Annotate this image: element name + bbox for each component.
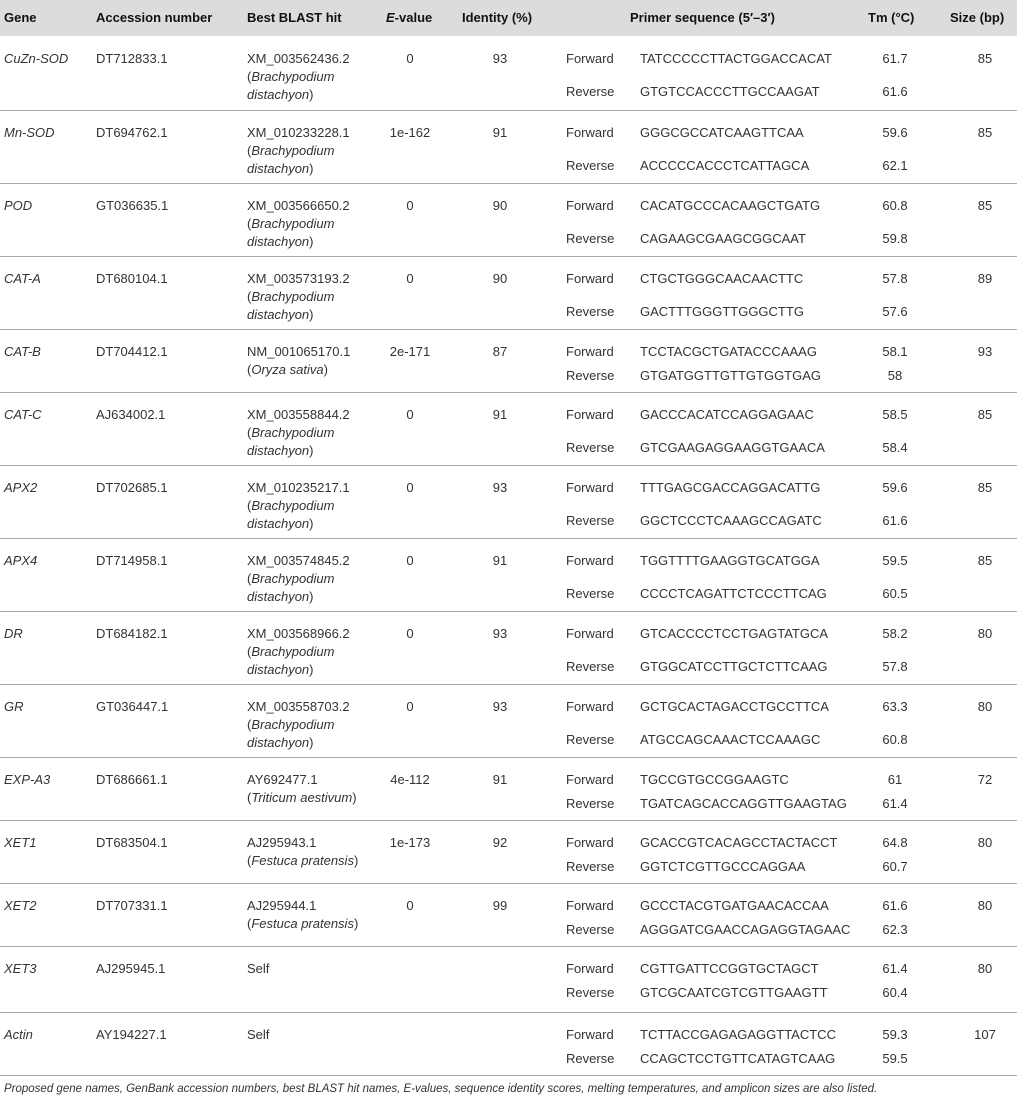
best-hit-species-cont: distachyon: [247, 662, 310, 677]
reverse-tm: 61.6: [882, 513, 908, 528]
reverse-label: Reverse: [566, 231, 615, 246]
amplicon-size: 85: [977, 51, 993, 66]
table-row: [0, 256, 1017, 330]
header-gene: Gene: [4, 10, 37, 25]
best-blast-hit: [247, 270, 350, 324]
amplicon-size: 89: [977, 271, 993, 286]
reverse-sequence: CCAGCTCCTGTTCATAGTCAAG: [640, 1051, 836, 1066]
best-hit-id: XM_003558844.2: [247, 407, 350, 422]
reverse-label: Reverse: [566, 158, 615, 173]
amplicon-size: 80: [977, 898, 993, 913]
reverse-tm: 60.8: [882, 732, 908, 747]
evalue: 0: [406, 699, 414, 714]
hit-open: (: [247, 69, 252, 84]
evalue: 0: [406, 898, 414, 913]
amplicon-size: 85: [977, 407, 993, 422]
header-size: Size (bp): [950, 10, 1005, 25]
identity: 90: [492, 198, 508, 213]
table-row: [0, 611, 1017, 685]
best-blast-hit: [247, 698, 350, 752]
forward-label: Forward: [566, 271, 614, 286]
reverse-tm: 61.6: [882, 84, 908, 99]
best-hit-species-cont: distachyon: [247, 589, 310, 604]
reverse-tm: 62.1: [882, 158, 908, 173]
best-blast-hit: [247, 1026, 269, 1044]
best-hit-species: Triticum aestivum: [251, 790, 353, 805]
gene-name: XET1: [4, 835, 37, 850]
accession-number: DT714958.1: [96, 553, 168, 568]
evalue: 1e-173: [389, 835, 431, 850]
hit-close: ): [309, 735, 314, 750]
best-hit-id: AY692477.1: [247, 772, 318, 787]
forward-sequence: TGCCGTGCCGGAAGTC: [640, 772, 789, 787]
hit-close: ): [309, 307, 314, 322]
gene-name: EXP-A3: [4, 772, 51, 787]
best-hit-id: XM_003566650.2: [247, 198, 350, 213]
forward-tm: 61.6: [882, 898, 908, 913]
forward-label: Forward: [566, 51, 614, 66]
table-header: [0, 0, 1017, 36]
reverse-label: Reverse: [566, 985, 615, 1000]
forward-sequence: TGGTTTTGAAGGTGCATGGA: [640, 553, 820, 568]
identity: 91: [492, 407, 508, 422]
amplicon-size: 80: [977, 835, 993, 850]
best-hit-species: Brachypodium: [251, 216, 335, 231]
reverse-tm: 60.7: [882, 859, 908, 874]
reverse-sequence: GACTTTGGGTTGGGCTTG: [640, 304, 804, 319]
reverse-label: Reverse: [566, 732, 615, 747]
forward-tm: 58.5: [882, 407, 908, 422]
best-blast-hit: [247, 406, 350, 460]
reverse-label: Reverse: [566, 440, 615, 455]
forward-tm: 59.6: [882, 125, 908, 140]
reverse-label: Reverse: [566, 1051, 615, 1066]
identity: 90: [492, 271, 508, 286]
gene-name: CuZn-SOD: [4, 51, 69, 66]
best-hit-species: Brachypodium: [251, 289, 335, 304]
reverse-tm: 60.4: [882, 985, 908, 1000]
reverse-label: Reverse: [566, 796, 615, 811]
hit-open: (: [247, 916, 252, 931]
hit-open: (: [247, 790, 252, 805]
reverse-label: Reverse: [566, 586, 615, 601]
best-hit-id: XM_003573193.2: [247, 271, 350, 286]
table-row: [0, 883, 1017, 947]
table-row: [0, 1012, 1017, 1076]
reverse-tm: 58: [887, 368, 903, 383]
hit-close: ): [309, 516, 314, 531]
reverse-tm: 57.6: [882, 304, 908, 319]
forward-label: Forward: [566, 125, 614, 140]
forward-sequence: GCACCGTCACAGCCTACTACCT: [640, 835, 838, 850]
evalue: 4e-112: [390, 772, 430, 787]
gene-name: CAT-C: [4, 407, 42, 422]
forward-sequence: CTGCTGGGCAACAACTTC: [640, 271, 804, 286]
forward-tm: 64.8: [882, 835, 908, 850]
amplicon-size: 80: [977, 699, 993, 714]
reverse-sequence: GTCGAAGAGGAAGGTGAACA: [640, 440, 825, 455]
gene-name: APX4: [4, 553, 38, 568]
best-hit-species: Brachypodium: [251, 425, 335, 440]
header-evalue-rest: -value: [394, 10, 433, 25]
best-hit-id: NM_001065170.1: [247, 344, 351, 359]
table-row: [0, 329, 1017, 393]
header-best-hit: Best BLAST hit: [247, 10, 342, 25]
gene-name: GR: [4, 699, 24, 714]
gene-name: APX2: [4, 480, 38, 495]
forward-tm: 58.1: [882, 344, 908, 359]
header-accession: Accession number: [96, 10, 213, 25]
best-blast-hit: [247, 552, 350, 606]
reverse-label: Reverse: [566, 84, 615, 99]
evalue: 0: [406, 553, 414, 568]
best-blast-hit: [247, 625, 350, 679]
reverse-label: Reverse: [566, 659, 615, 674]
best-hit-species: Festuca pratensis: [251, 853, 354, 868]
forward-label: Forward: [566, 480, 614, 495]
accession-number: AY194227.1: [96, 1027, 167, 1042]
reverse-tm: 58.4: [882, 440, 908, 455]
best-hit-species-cont: distachyon: [247, 443, 310, 458]
hit-close: ): [352, 790, 357, 805]
forward-label: Forward: [566, 344, 614, 359]
reverse-label: Reverse: [566, 513, 615, 528]
reverse-tm: 59.8: [882, 231, 908, 246]
forward-tm: 59.6: [882, 480, 908, 495]
forward-sequence: TATCCCCCTTACTGGACCACAT: [640, 51, 832, 66]
table-row: [0, 946, 1017, 1013]
table-row: [0, 820, 1017, 884]
identity: 91: [492, 125, 508, 140]
table-row: [0, 684, 1017, 758]
best-hit-id: XM_003574845.2: [247, 553, 350, 568]
forward-sequence: GGGCGCCATCAAGTTCAA: [640, 125, 804, 140]
header-tm: Tm (°C): [868, 10, 915, 25]
accession-number: DT702685.1: [96, 480, 168, 495]
evalue: 0: [406, 51, 414, 66]
table-row: [0, 392, 1017, 466]
amplicon-size: 72: [977, 772, 993, 787]
reverse-sequence: GTCGCAATCGTCGTTGAAGTT: [640, 985, 828, 1000]
gene-name: Actin: [4, 1027, 33, 1042]
hit-close: ): [353, 916, 359, 931]
accession-number: DT704412.1: [96, 344, 168, 359]
header-evalue: [386, 10, 432, 25]
gene-name: POD: [4, 198, 33, 213]
hit-close: ): [309, 234, 314, 249]
best-hit-species: Festuca pratensis: [251, 916, 354, 931]
best-hit-species: Brachypodium: [251, 498, 335, 513]
table-row: [0, 538, 1017, 612]
evalue: 0: [406, 271, 414, 286]
evalue: 0: [406, 198, 414, 213]
best-blast-hit: [247, 771, 357, 807]
reverse-sequence: ATGCCAGCAAACTCCAAAGC: [640, 732, 821, 747]
hit-close: ): [309, 161, 314, 176]
accession-number: DT707331.1: [96, 898, 168, 913]
best-hit-species-cont: distachyon: [247, 516, 310, 531]
amplicon-size: 85: [977, 125, 993, 140]
table-row: [0, 757, 1017, 821]
best-hit-id: XM_003568966.2: [247, 626, 350, 641]
table-footnote: Proposed gene names, GenBank accession numbers, best BLAST hit names, E-values, sequence identity scores, melting temperatures, and amplicon sizes are also listed.: [4, 1083, 878, 1095]
accession-number: GT036635.1: [96, 198, 169, 213]
reverse-label: Reverse: [566, 922, 615, 937]
reverse-sequence: CAGAAGCGAAGCGGCAAT: [640, 231, 806, 246]
best-hit-species-cont: distachyon: [247, 307, 310, 322]
reverse-tm: 61.4: [882, 796, 908, 811]
best-hit-species: Brachypodium: [251, 571, 335, 586]
forward-sequence: GACCCACATCCAGGAGAAC: [640, 407, 814, 422]
hit-open: (: [247, 853, 252, 868]
reverse-sequence: GTGATGGTTGTTGTGGTGAG: [640, 368, 822, 383]
gene-name: XET2: [4, 898, 37, 913]
forward-tm: 60.8: [882, 198, 908, 213]
best-hit-id: XM_003558703.2: [247, 699, 350, 714]
accession-number: DT712833.1: [96, 51, 168, 66]
accession-number: AJ634002.1: [96, 407, 166, 422]
identity: 93: [492, 480, 508, 495]
forward-sequence: GCCCTACGTGATGAACACCAA: [640, 898, 829, 913]
evalue: 0: [406, 480, 414, 495]
hit-open: (: [247, 143, 252, 158]
best-hit-species-cont: distachyon: [247, 161, 310, 176]
identity: 93: [492, 699, 508, 714]
best-hit-id: XM_010233228.1: [247, 125, 350, 140]
reverse-sequence: GGTCTCGTTGCCCAGGAA: [640, 859, 806, 874]
forward-label: Forward: [566, 198, 614, 213]
identity: 91: [492, 772, 508, 787]
reverse-label: Reverse: [566, 304, 615, 319]
amplicon-size: 80: [977, 626, 993, 641]
reverse-tm: 62.3: [882, 922, 908, 937]
header-primer: Primer sequence (5′–3′): [630, 10, 775, 25]
accession-number: DT683504.1: [96, 835, 168, 850]
amplicon-size: 107: [974, 1027, 996, 1042]
reverse-sequence: GGCTCCCTCAAAGCCAGATC: [640, 513, 822, 528]
best-hit-id: XM_010235217.1: [247, 480, 350, 495]
forward-label: Forward: [566, 1027, 614, 1042]
reverse-sequence: GTGTCCACCCTTGCCAAGAT: [640, 84, 820, 99]
forward-sequence: GCTGCACTAGACCTGCCTTCA: [640, 699, 829, 714]
best-hit-id: Self: [247, 961, 270, 976]
hit-close: ): [309, 662, 314, 677]
hit-close: ): [353, 853, 359, 868]
accession-number: DT680104.1: [96, 271, 168, 286]
identity: 92: [492, 835, 508, 850]
forward-sequence: TCCTACGCTGATACCCAAAG: [640, 344, 817, 359]
forward-label: Forward: [566, 898, 614, 913]
reverse-tm: 60.5: [882, 586, 908, 601]
gene-name: CAT-A: [4, 271, 41, 286]
forward-label: Forward: [566, 626, 614, 641]
accession-number: GT036447.1: [96, 699, 169, 714]
reverse-label: Reverse: [566, 859, 615, 874]
best-blast-hit: [247, 897, 358, 933]
best-hit-id: AJ295944.1: [247, 898, 317, 913]
forward-label: Forward: [566, 699, 614, 714]
best-hit-species: Brachypodium: [251, 644, 335, 659]
forward-label: Forward: [566, 407, 614, 422]
hit-open: (: [247, 498, 252, 513]
forward-tm: 59.3: [882, 1027, 908, 1042]
hit-open: (: [247, 362, 252, 377]
hit-close: ): [309, 87, 314, 102]
accession-number: AJ295945.1: [96, 961, 166, 976]
evalue: 2e-171: [389, 344, 431, 359]
best-blast-hit: [247, 124, 350, 178]
best-hit-species-cont: distachyon: [247, 234, 310, 249]
identity: 87: [492, 344, 508, 359]
hit-open: (: [247, 425, 252, 440]
best-hit-id: Self: [247, 1027, 270, 1042]
best-hit-species: Brachypodium: [251, 717, 335, 732]
forward-tm: 63.3: [882, 699, 908, 714]
identity: 99: [492, 898, 508, 913]
hit-close: ): [323, 362, 328, 377]
best-blast-hit: [247, 960, 269, 978]
forward-sequence: GTCACCCCTCCTGAGTATGCA: [640, 626, 829, 641]
table-row: [0, 465, 1017, 539]
gene-name: XET3: [4, 961, 37, 976]
forward-tm: 61.4: [882, 961, 908, 976]
forward-label: Forward: [566, 835, 614, 850]
reverse-tm: 59.5: [882, 1051, 908, 1066]
best-blast-hit: [247, 479, 350, 533]
reverse-tm: 57.8: [882, 659, 908, 674]
identity: 93: [492, 51, 508, 66]
header-evalue-e: E: [386, 10, 395, 25]
forward-tm: 58.2: [882, 626, 908, 641]
accession-number: DT694762.1: [96, 125, 168, 140]
amplicon-size: 93: [977, 344, 993, 359]
best-hit-species: Oryza sativa: [251, 362, 324, 377]
evalue: 0: [406, 407, 414, 422]
best-hit-id: XM_003562436.2: [247, 51, 350, 66]
forward-sequence: TCTTACCGAGAGAGGTTACTCC: [640, 1027, 836, 1042]
best-hit-species-cont: distachyon: [247, 87, 310, 102]
amplicon-size: 85: [977, 553, 993, 568]
hit-open: (: [247, 717, 252, 732]
forward-tm: 57.8: [882, 271, 908, 286]
forward-tm: 61: [887, 772, 903, 787]
reverse-sequence: CCCCTCAGATTCTCCCTTCAG: [640, 586, 827, 601]
identity: 93: [492, 626, 508, 641]
accession-number: DT684182.1: [96, 626, 168, 641]
hit-close: ): [309, 589, 314, 604]
accession-number: DT686661.1: [96, 772, 168, 787]
hit-open: (: [247, 289, 252, 304]
reverse-label: Reverse: [566, 368, 615, 383]
forward-sequence: CGTTGATTCCGGTGCTAGCT: [640, 961, 819, 976]
best-hit-id: AJ295943.1: [247, 835, 317, 850]
best-blast-hit: [247, 197, 350, 251]
amplicon-size: 85: [977, 198, 993, 213]
identity: 91: [492, 553, 508, 568]
gene-name: DR: [4, 626, 23, 641]
header-identity: Identity (%): [462, 10, 533, 25]
reverse-sequence: AGGGATCGAACCAGAGGTAGAAC: [640, 922, 851, 937]
best-blast-hit: [247, 50, 350, 104]
best-hit-species: Brachypodium: [251, 143, 335, 158]
table-row: [0, 183, 1017, 257]
amplicon-size: 80: [977, 961, 993, 976]
forward-tm: 59.5: [882, 553, 908, 568]
forward-sequence: CACATGCCCACAAGCTGATG: [640, 198, 821, 213]
gene-name: Mn-SOD: [4, 125, 55, 140]
amplicon-size: 85: [977, 480, 993, 495]
hit-open: (: [247, 571, 252, 586]
forward-tm: 61.7: [882, 51, 908, 66]
reverse-sequence: TGATCAGCACCAGGTTGAAGTAG: [640, 796, 847, 811]
evalue: 1e-162: [389, 125, 431, 140]
forward-label: Forward: [566, 772, 614, 787]
hit-open: (: [247, 644, 252, 659]
best-blast-hit: [247, 834, 358, 870]
gene-name: CAT-B: [4, 344, 41, 359]
hit-close: ): [309, 443, 314, 458]
forward-label: Forward: [566, 553, 614, 568]
table-row: [0, 110, 1017, 184]
forward-label: Forward: [566, 961, 614, 976]
best-blast-hit: [247, 343, 350, 379]
hit-open: (: [247, 216, 252, 231]
reverse-sequence: GTGGCATCCTTGCTCTTCAAG: [640, 659, 828, 674]
table-row: [0, 36, 1017, 111]
forward-sequence: TTTGAGCGACCAGGACATTG: [640, 480, 821, 495]
best-hit-species-cont: distachyon: [247, 735, 310, 750]
reverse-sequence: ACCCCCACCCTCATTAGCA: [640, 158, 810, 173]
best-hit-species: Brachypodium: [251, 69, 335, 84]
evalue: 0: [406, 626, 414, 641]
